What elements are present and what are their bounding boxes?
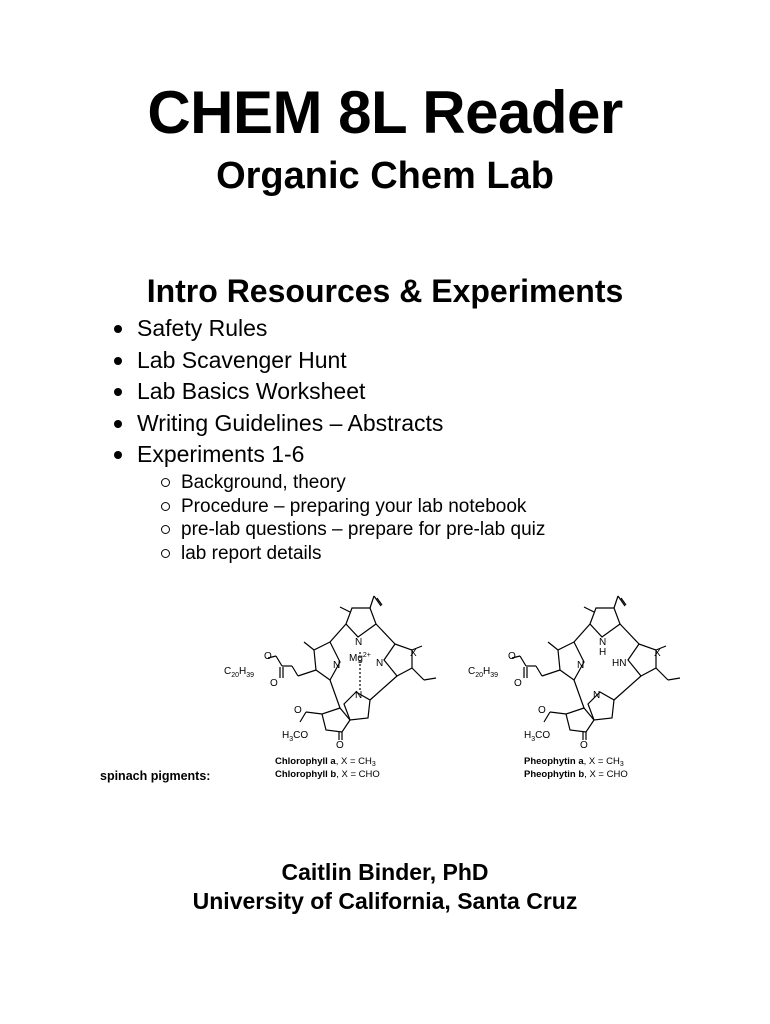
atom-label-o: O [580,740,588,751]
page-subtitle: Organic Chem Lab [216,155,554,197]
atom-label-n: N [333,660,341,671]
section-heading: Intro Resources & Experiments [146,273,624,309]
pheophytin-b-caption: Pheophytin b, X = CHO [524,769,628,780]
figure-label: spinach pigments: [100,769,211,783]
methoxy-label: $H_3CO$ [524,730,551,743]
sublist-item-lab-report: lab report details [160,542,545,566]
sublist-item-prelab: pre-lab questions – prepare for pre-lab quiz [160,518,545,542]
atom-label-hn: HN [612,658,627,669]
page-title: CHEM 8L Reader [147,79,623,146]
atom-label-h: H [599,647,607,658]
atom-label-n: N [355,690,363,701]
resource-list [112,313,443,471]
ester-label: $C_{20}H_{39}$ [468,666,499,679]
chlorophyll-a-caption: Chlorophyll a, $X = CH_3$ [275,756,376,768]
atom-label-o: O [294,705,302,716]
pigment-structures-drawing [0,590,770,790]
experiment-sublist [160,471,545,566]
sublist-item-background: Background, theory [160,471,545,495]
atom-label-n: N [355,637,363,648]
methoxy-label: $H_3CO$ [282,730,309,743]
chlorophyll-b-caption: Chlorophyll b, X = CHO [275,769,380,780]
list-item-safety-rules: Safety Rules [112,313,443,345]
atom-label-n: N [593,690,601,701]
list-item-writing-guidelines: Writing Guidelines – Abstracts [112,408,443,440]
atom-label-n: N [599,637,607,648]
list-item-scavenger-hunt: Lab Scavenger Hunt [112,345,443,377]
pheophytin-a-caption: Pheophytin a, $X = CH_3$ [524,756,624,768]
list-item-experiments: Experiments 1-6 [112,439,443,471]
ester-label: $C_{20}H_{39}$ [224,666,255,679]
chlorophyll-structure [268,596,436,740]
atom-label-o: O [538,705,546,716]
atom-label-x: X [654,648,661,659]
atom-label-o: O [508,651,516,662]
sublist-item-procedure: Procedure – preparing your lab notebook [160,495,545,519]
atom-label-o: O [270,678,278,689]
pheophytin-caption [524,756,628,780]
atom-label-x: X [410,648,417,659]
atom-label-n: N [376,658,384,669]
metal-label: $Mg^{2+}$ [349,652,371,664]
atom-label-n: N [577,660,585,671]
author-name: Caitlin Binder, PhD [281,859,489,885]
pigment-structures-figure [0,590,770,790]
atom-label-o: O [264,651,272,662]
chlorophyll-caption [275,756,380,780]
pheophytin-structure [512,596,680,740]
institution-name: University of California, Santa Cruz [192,888,578,914]
atom-label-o: O [336,740,344,751]
atom-label-o: O [514,678,522,689]
list-item-lab-basics: Lab Basics Worksheet [112,376,443,408]
